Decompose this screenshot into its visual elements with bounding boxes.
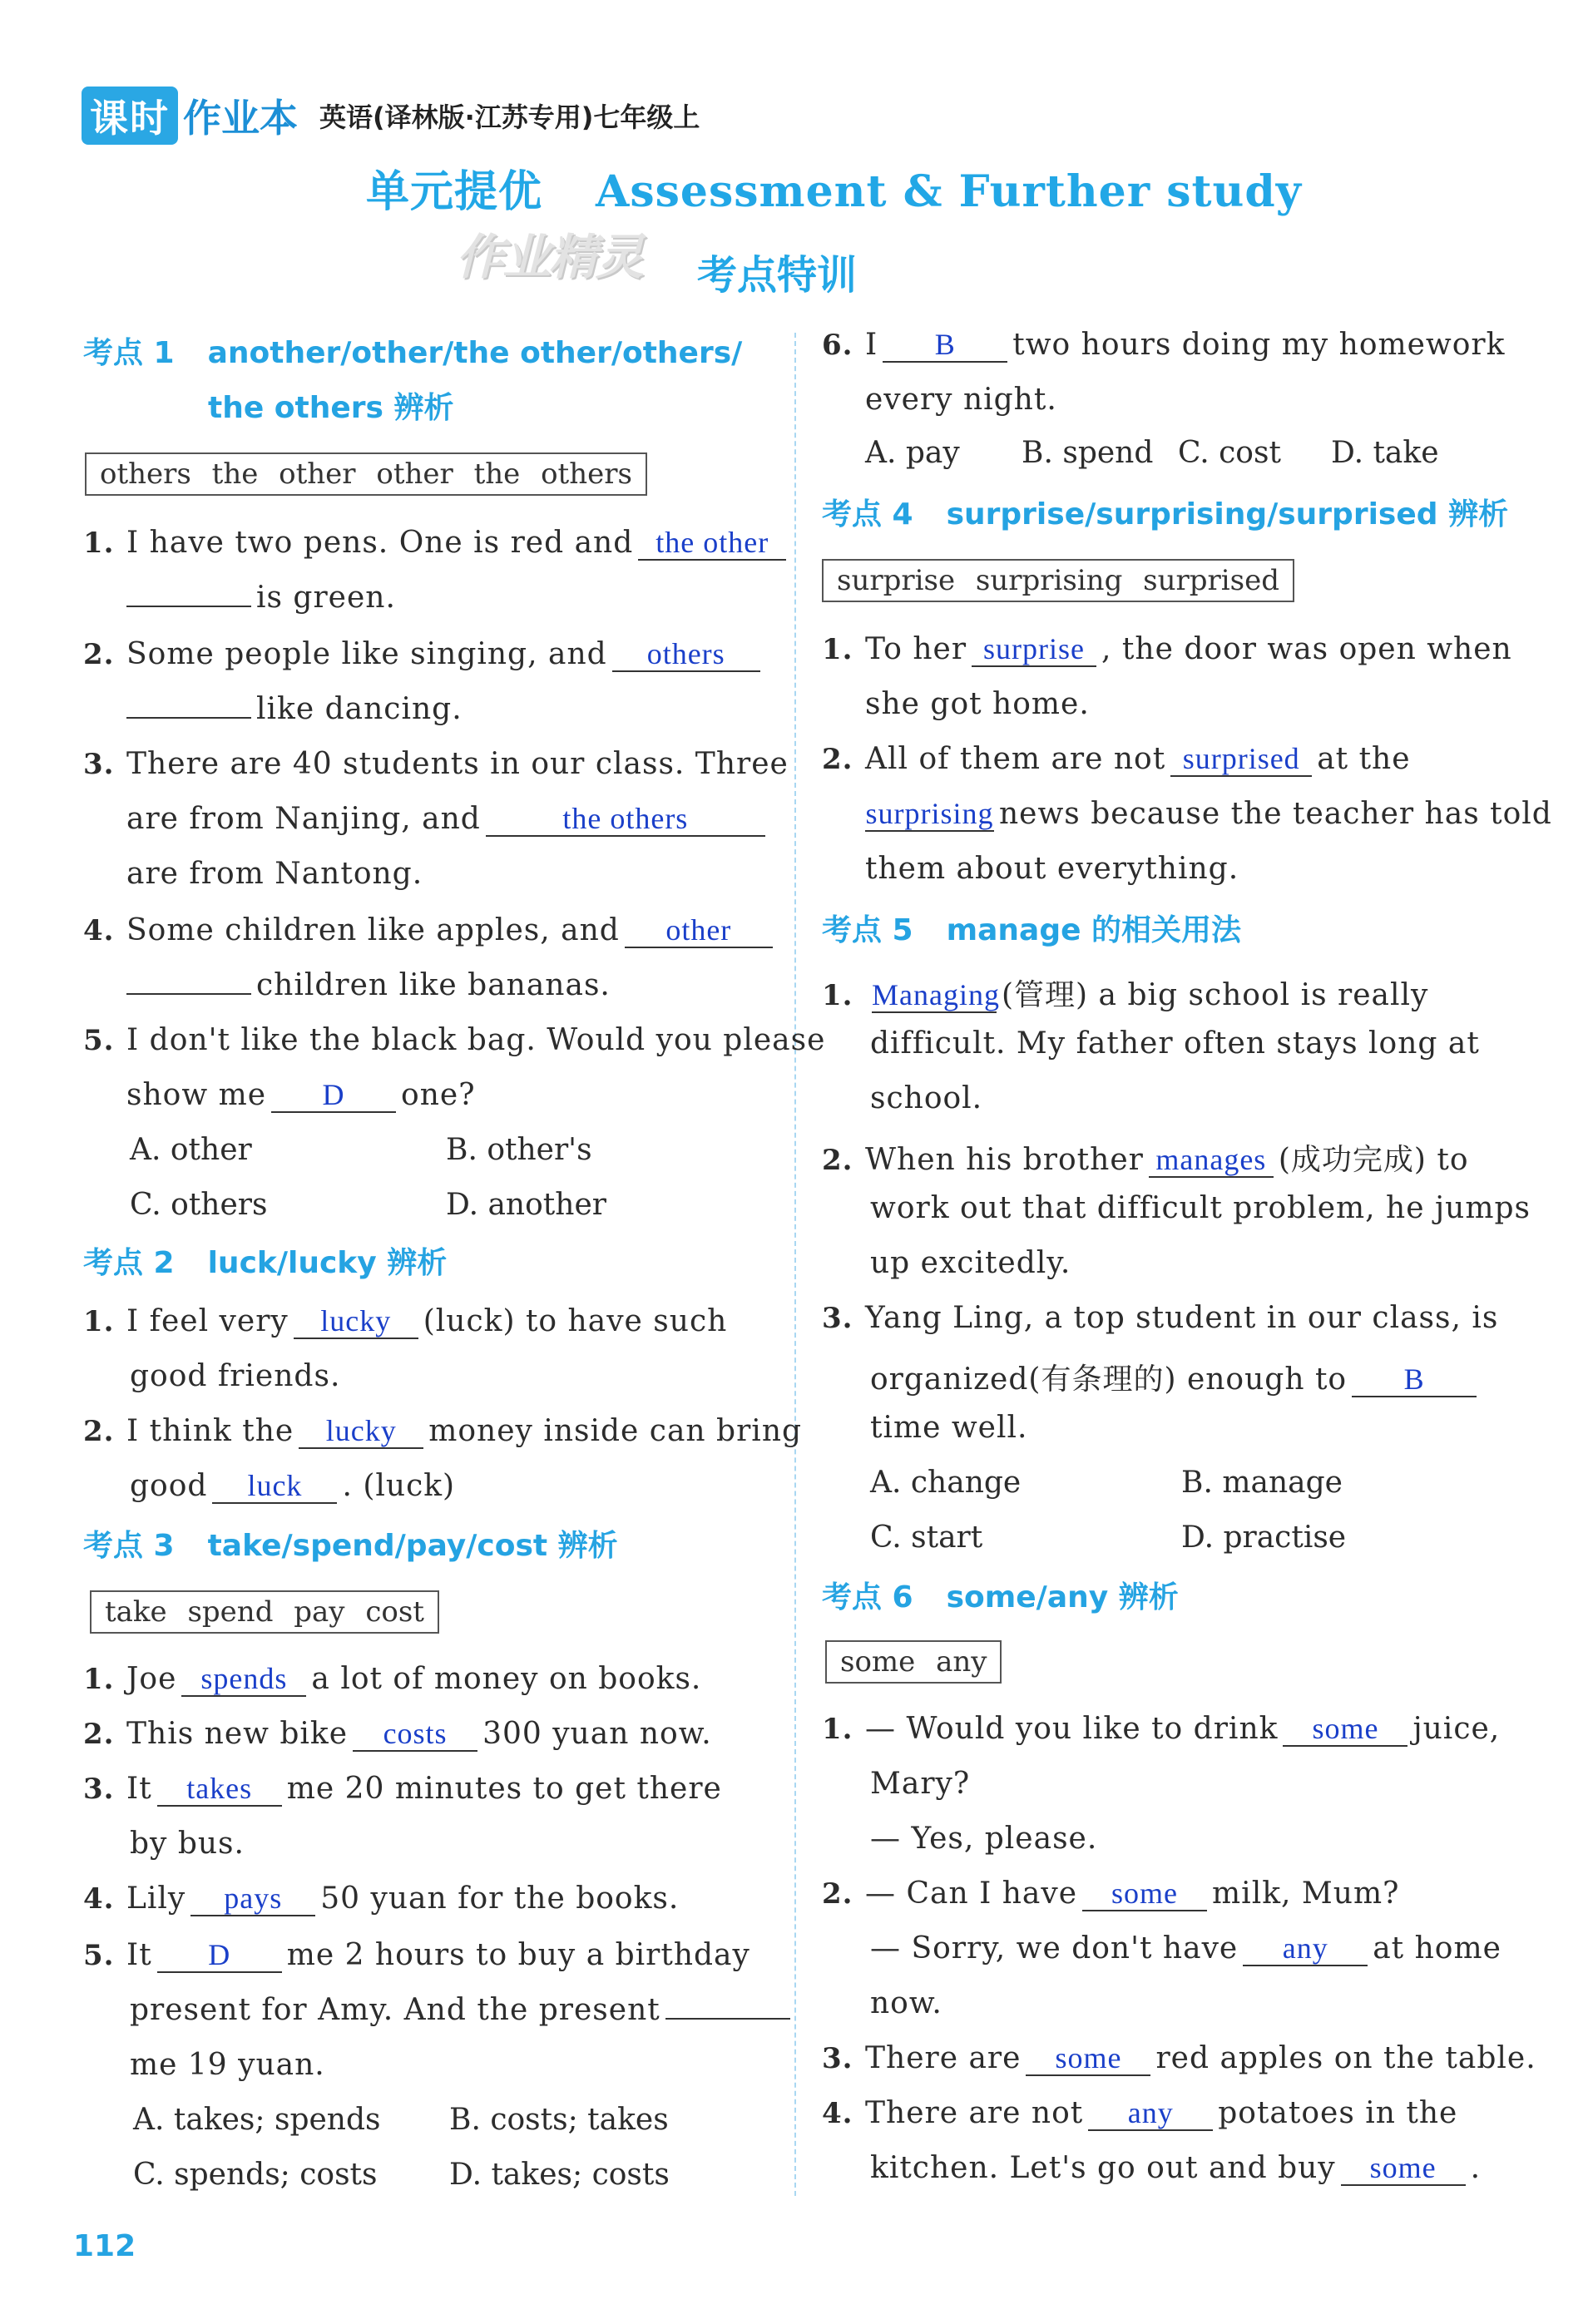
question-line: kitchen. Let's go out and buy some . (870, 2151, 1482, 2185)
question-line: — Sorry, we don't have any at home (870, 1931, 1501, 1966)
answer-blank[interactable]: luck (212, 1469, 337, 1504)
option-a: A. change (870, 1466, 1022, 1500)
question-line: every night. (865, 383, 1057, 417)
section-title: manage 的相关用法 (946, 913, 1242, 947)
option-b: B. costs; takes (449, 2103, 669, 2137)
question-line: 1. Managing(管理) a big school is really (822, 978, 1429, 1012)
question-line: Mary? (870, 1767, 971, 1801)
option-a: A. takes; spends (133, 2103, 381, 2137)
question-line: 3. It takes me 20 minutes to get there (83, 1772, 722, 1806)
question-line: 1. To her surprise , the door was open when (822, 632, 1512, 666)
word-box: surprise surprising surprised (822, 559, 1294, 602)
question-line: children like bananas. (126, 968, 611, 1002)
unit-title-en: Assessment & Further study (596, 166, 1302, 217)
option-c: C. others (130, 1188, 268, 1222)
word-box: some any (825, 1640, 1002, 1684)
answer-blank[interactable]: any (1243, 1931, 1368, 1966)
answer-blank[interactable]: costs (353, 1717, 477, 1752)
answer-blank[interactable]: spends (181, 1662, 306, 1697)
answer-blank[interactable]: other (625, 913, 773, 948)
option-d: D. takes; costs (449, 2158, 670, 2192)
answer-blank[interactable]: D (157, 1938, 282, 1973)
answer-blank[interactable] (126, 717, 251, 719)
header-subtitle: 英语(译林版·江苏专用)七年级上 (319, 101, 700, 133)
section-number: 考点 1 (83, 336, 175, 370)
answer-blank[interactable]: the others (486, 802, 765, 837)
question-line: good friends. (130, 1359, 341, 1393)
section-3-heading (83, 1522, 618, 1565)
section-title: surprise/surprising/surprised 辨析 (946, 497, 1509, 532)
question-line: 2. All of them are not surprised at the (822, 742, 1411, 776)
question-line: 4. Lily pays 50 yuan for the books. (83, 1881, 680, 1916)
answer-blank[interactable]: lucky (299, 1414, 423, 1449)
answer-blank[interactable] (665, 2018, 790, 2020)
unit-title-cn: 单元提优 (366, 166, 543, 217)
question-line: — Yes, please. (870, 1822, 1098, 1856)
question-line: are from Nantong. (126, 857, 423, 891)
question-line: 5. I don't like the black bag. Would you please (83, 1023, 826, 1057)
question-line: 4. There are not any potatoes in the (822, 2096, 1458, 2130)
unit-title (366, 156, 1302, 219)
question-line: is green. (126, 581, 396, 615)
question-line: are from Nanjing, and the others (126, 802, 770, 837)
question-line: 3. There are 40 students in our class. Three (83, 747, 789, 781)
header (82, 87, 700, 145)
answer-blank[interactable]: the other (638, 526, 786, 561)
question-line: by bus. (130, 1827, 245, 1861)
answer-blank[interactable]: B (883, 328, 1007, 363)
section-number: 考点 2 (83, 1246, 175, 1280)
answer-blank[interactable]: manages (1149, 1143, 1274, 1178)
question-line: surprising news because the teacher has told (865, 797, 1552, 831)
option-b: B. spend (1022, 436, 1154, 470)
answer-blank[interactable]: any (1088, 2096, 1213, 2131)
question-line: 6. I B two hours doing my homework (822, 328, 1506, 362)
answer-blank[interactable]: pays (190, 1881, 315, 1916)
answer-blank[interactable]: B (1352, 1362, 1477, 1397)
answer-blank[interactable]: some (1283, 1712, 1407, 1747)
section-title: another/other/the other/others/ (207, 336, 743, 370)
answer-blank[interactable]: others (612, 637, 760, 672)
question-line: now. (870, 1986, 942, 2020)
option-d: D. another (446, 1188, 606, 1222)
logo-text: 作业本 (183, 96, 298, 141)
question-line: 2. I think the lucky money inside can bring (83, 1414, 803, 1448)
option-c: C. cost (1178, 436, 1281, 470)
answer-blank[interactable]: some (1341, 2151, 1466, 2186)
answer-blank[interactable]: surprised (1170, 742, 1312, 777)
question-line: time well. (870, 1411, 1028, 1445)
question-line: 4. Some children like apples, and other (83, 913, 778, 948)
question-line: me 19 yuan. (130, 2048, 325, 2082)
answer-blank[interactable] (126, 606, 251, 607)
question-line: 1. I feel very lucky (luck) to have such (83, 1304, 728, 1338)
answer-blank[interactable]: surprise (972, 632, 1096, 667)
option-d: D. practise (1181, 1520, 1347, 1555)
question-line: 1. — Would you like to drink some juice, (822, 1712, 1501, 1746)
section-title: some/any 辨析 (946, 1580, 1179, 1614)
section-number: 考点 5 (822, 913, 913, 947)
question-line: show me D one? (126, 1078, 476, 1112)
question-line: 3. Yang Ling, a top student in our class, is (822, 1301, 1499, 1335)
section-number: 考点 4 (822, 497, 913, 532)
question-line: 2. — Can I have some milk, Mum? (822, 1877, 1400, 1911)
section-number: 考点 3 (83, 1529, 175, 1563)
watermark-logo: 作业精灵 (456, 229, 643, 285)
answer-blank[interactable]: some (1082, 1877, 1207, 1911)
section-number: 考点 6 (822, 1580, 913, 1614)
answer-blank[interactable]: lucky (294, 1304, 418, 1339)
option-b: B. other's (446, 1133, 592, 1167)
answer-blank[interactable]: D (271, 1078, 396, 1113)
question-line: good luck . (luck) (130, 1469, 456, 1503)
logo-box: 课时 (82, 87, 178, 145)
question-line: 2. When his brother manages (成功完成) to (822, 1143, 1469, 1177)
option-b: B. manage (1181, 1466, 1343, 1500)
question-line: school. (870, 1081, 983, 1115)
question-line: present for Amy. And the present (130, 1993, 795, 2027)
question-line: 2. This new bike costs 300 yuan now. (83, 1717, 712, 1751)
answer-blank[interactable]: Managing (872, 978, 1000, 1011)
section-6-heading (822, 1574, 1179, 1616)
option-c: C. start (870, 1520, 983, 1555)
question-line: them about everything. (865, 852, 1239, 886)
option-a: A. other (130, 1133, 252, 1167)
question-line: she got home. (865, 687, 1090, 721)
question-line: 1. Joe spends a lot of money on books. (83, 1662, 702, 1696)
word-box: take spend pay cost (90, 1590, 439, 1634)
section-title: take/spend/pay/cost 辨析 (207, 1529, 618, 1563)
question-line: 3. There are some red apples on the table. (822, 2041, 1536, 2075)
page-number: 112 (73, 2229, 136, 2263)
answer-blank[interactable] (126, 993, 251, 995)
sub-title: 考点特训 (697, 252, 858, 299)
section-1-heading (83, 329, 742, 372)
answer-blank[interactable]: surprising (865, 797, 994, 830)
answer-blank[interactable]: some (1026, 2041, 1150, 2076)
option-d: D. take (1331, 436, 1439, 470)
section-2-heading (83, 1239, 447, 1282)
section-1-heading-line2: the others 辨析 (208, 391, 454, 425)
question-line: 1. I have two pens. One is red and the other (83, 526, 791, 561)
option-a: A. pay (865, 436, 960, 470)
question-line: 2. Some people like singing, and others (83, 637, 765, 672)
answer-blank[interactable]: takes (157, 1772, 282, 1807)
section-4-heading (822, 491, 1508, 533)
question-line: work out that difficult problem, he jumps (870, 1191, 1531, 1225)
word-box: others the other other the others (85, 452, 647, 496)
question-line: difficult. My father often stays long at (870, 1026, 1480, 1061)
question-line: 5. It D me 2 hours to buy a birthday (83, 1938, 750, 1972)
section-5-heading (822, 907, 1241, 949)
question-line: organized(有条理的) enough to B (870, 1356, 1482, 1398)
book-logo (82, 87, 298, 145)
column-divider (794, 333, 796, 2196)
section-title: luck/lucky 辨析 (207, 1246, 448, 1280)
option-c: C. spends; costs (133, 2158, 378, 2192)
question-line: up excitedly. (870, 1246, 1071, 1280)
question-line: like dancing. (126, 692, 463, 726)
